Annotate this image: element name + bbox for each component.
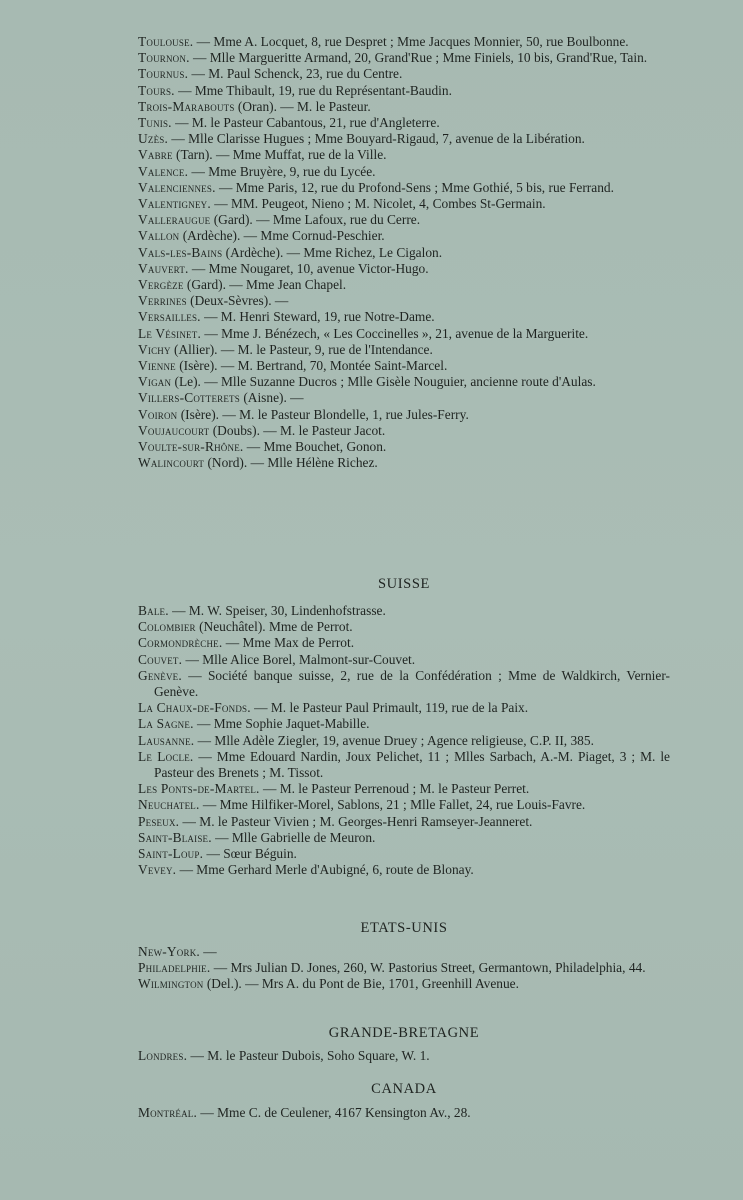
entry-contact: — Mme Thibault, 19, rue du Représentant-Baudin. — [174, 82, 452, 98]
entry-place-name: Vabre — [138, 147, 173, 163]
entry-contact: — Mme Max de Perrot. — [222, 635, 355, 651]
entry-contact: — Mme J. Bénézech, « Les Coccinelles », 21, avenue de la Marguerite. — [201, 325, 589, 341]
entry-contact: — Sœur Béguin. — [203, 846, 297, 862]
entry-place-name: Verrines — [138, 293, 187, 309]
entry-contact: (Tarn). — Mme Muffat, rue de la Ville. — [172, 147, 387, 163]
entry-place-name: Les Ponts-de-Martel. — [138, 781, 260, 797]
directory-entry — [138, 944, 670, 960]
entry-place-name: Versailles. — [138, 309, 201, 325]
entry-place-name: Londres. — [138, 1048, 188, 1063]
entry-place-name: Couvet. — [138, 651, 183, 667]
directory-entry — [138, 960, 670, 976]
directory-entry — [138, 50, 670, 66]
directory-entry — [138, 603, 670, 619]
entry-contact: — Mme Hilfiker-Morel, Sablons, 21 ; Mlle Fallet, 24, rue Louis-Favre. — [199, 797, 586, 813]
entry-place-name: Valleraugue — [138, 212, 211, 228]
directory-entry — [138, 797, 670, 813]
directory-entry — [138, 814, 670, 830]
entry-place-name: Peseux. — [138, 813, 180, 829]
directory-entry — [138, 309, 670, 325]
directory-entry — [138, 668, 670, 700]
entry-contact: — — [199, 944, 217, 959]
entry-contact: — Mme Paris, 12, rue du Profond-Sens ; Mme Gothié, 5 bis, rue Ferrand. — [215, 179, 614, 195]
directory-entry — [138, 196, 670, 212]
entry-contact: (Gard). — Mme Jean Chapel. — [183, 277, 347, 293]
entry-contact: — Mme Edouard Nardin, Joux Pelichet, 11 ; Mlles Sarbach, A.-M. Piaget, 3 ; M. le Pasteur des Brenets ; M. Tissot. — [154, 748, 670, 781]
entry-contact: (Deux-Sèvres). — — [186, 293, 289, 309]
entry-contact: — Mme Bruyère, 9, rue du Lycée. — [188, 163, 376, 179]
entry-place-name: Le Vésinet. — [138, 325, 201, 341]
entry-place-name: Trois-Marabouts — [138, 98, 235, 114]
entry-place-name: Vallon — [138, 228, 180, 244]
entry-place-name: New-York. — [138, 944, 200, 959]
entry-contact: — Mme Gerhard Merle d'Aubigné, 6, route de Blonay. — [176, 862, 474, 878]
entry-place-name: Tours. — [138, 82, 175, 98]
section-heading-etats-unis: ETATS-UNIS — [360, 920, 448, 936]
directory-entry — [138, 374, 670, 390]
directory-entry — [138, 326, 670, 342]
list-etats-unis — [138, 944, 670, 993]
entry-place-name: Walincourt — [138, 455, 205, 471]
entry-place-name: Saint-Blaise. — [138, 829, 212, 845]
directory-entry — [138, 261, 670, 277]
directory-entry — [138, 115, 670, 131]
entry-place-name: Wilmington — [138, 976, 204, 992]
directory-entry — [138, 439, 670, 455]
entry-place-name: Bale. — [138, 603, 169, 618]
entry-contact: — Mlle Gabrielle de Meuron. — [211, 829, 376, 845]
entry-contact: (Le). — Mlle Suzanne Ducros ; Mlle Gisèle Nouguier, ancienne route d'Aulas. — [171, 374, 596, 390]
directory-entry — [138, 846, 670, 862]
directory-entry — [138, 716, 670, 732]
entry-contact: (Isère). — M. Bertrand, 70, Montée Saint-Marcel. — [175, 358, 448, 374]
entry-place-name: Tournon. — [138, 50, 190, 66]
entry-contact: — M. le Pasteur Cabantous, 21, rue d'Angleterre. — [171, 115, 440, 131]
entry-place-name: Montréal. — [138, 1105, 198, 1120]
directory-entry — [138, 862, 670, 878]
entry-contact: (Nord). — Mlle Hélène Richez. — [204, 455, 378, 471]
entry-place-name: Vienne — [138, 358, 176, 374]
entry-place-name: Valenciennes. — [138, 179, 216, 195]
entry-contact: (Doubs). — M. le Pasteur Jacot. — [209, 422, 386, 438]
list-suisse — [138, 603, 670, 878]
entry-contact: — M. le Pasteur Paul Primault, 119, rue de la Paix. — [250, 700, 529, 716]
directory-entry — [138, 66, 670, 82]
directory-entry — [138, 293, 670, 309]
entry-contact: — Mlle Margueritte Armand, 20, Grand'Rue ; Mme Finiels, 10 bis, Grand'Rue, Tain. — [189, 50, 648, 66]
directory-entry — [138, 83, 670, 99]
list-canada — [138, 1105, 670, 1121]
entry-contact: — Mme Nougaret, 10, avenue Victor-Hugo. — [188, 260, 429, 276]
list-france — [138, 34, 670, 471]
directory-entry — [138, 277, 670, 293]
directory-entry — [138, 733, 670, 749]
entry-contact: — Mme C. de Ceulener, 4167 Kensington Av., 28. — [197, 1105, 471, 1120]
directory-entry — [138, 652, 670, 668]
directory-entry — [138, 700, 670, 716]
directory-entry — [138, 99, 670, 115]
entry-place-name: Voulte-sur-Rhône. — [138, 439, 244, 455]
entry-place-name: Lausanne. — [138, 732, 195, 748]
entry-contact: — M. le Pasteur Vivien ; M. Georges-Henri Ramseyer-Jeanneret. — [179, 813, 533, 829]
directory-entry — [138, 423, 670, 439]
directory-entry — [138, 180, 670, 196]
directory-entry — [138, 976, 670, 992]
entry-place-name: Saint-Loup. — [138, 846, 204, 862]
section-heading-suisse: SUISSE — [378, 576, 430, 592]
entry-place-name: Vauvert. — [138, 260, 189, 276]
entry-place-name: Tunis. — [138, 115, 172, 131]
directory-entry — [138, 164, 670, 180]
directory-entry — [138, 342, 670, 358]
directory-entry — [138, 455, 670, 471]
entry-contact: (Aisne). — — [239, 390, 304, 406]
directory-entry — [138, 749, 670, 781]
entry-contact: (Ardèche). — Mme Richez, Le Cigalon. — [222, 244, 443, 260]
entry-place-name: Vevey. — [138, 862, 177, 878]
entry-place-name: Toulouse. — [138, 34, 194, 49]
directory-entry — [138, 390, 670, 406]
entry-place-name: Voujaucourt — [138, 422, 210, 438]
directory-entry — [138, 407, 670, 423]
entry-contact: — M. le Pasteur Dubois, Soho Square, W. 1. — [187, 1048, 430, 1063]
entry-place-name: Uzès. — [138, 131, 169, 147]
entry-contact: — Mlle Clarisse Hugues ; Mme Bouyard-Rigaud, 7, avenue de la Libération. — [168, 131, 585, 147]
entry-place-name: Voiron — [138, 406, 178, 422]
entry-contact: (Oran). — M. le Pasteur. — [234, 98, 371, 114]
directory-entry — [138, 781, 670, 797]
entry-place-name: La Sagne. — [138, 716, 194, 732]
entry-contact: — M. le Pasteur Perrenoud ; M. le Pasteur Perret. — [259, 781, 530, 797]
section-heading-canada: CANADA — [371, 1081, 437, 1097]
entry-place-name: Valentigney. — [138, 196, 211, 212]
directory-entry — [138, 131, 670, 147]
entry-place-name: Valence. — [138, 163, 189, 179]
entry-place-name: Neuchatel. — [138, 797, 200, 813]
entry-place-name: Vals-les-Bains — [138, 244, 223, 260]
directory-entry — [138, 635, 670, 651]
entry-contact: (Neuchâtel). Mme de Perrot. — [195, 619, 353, 635]
entry-place-name: La Chaux-de-Fonds. — [138, 700, 251, 716]
entry-place-name: Cormondrèche. — [138, 635, 223, 651]
entry-contact: — Mrs Julian D. Jones, 260, W. Pastorius Street, Germantown, Philadelphia, 44. — [210, 960, 646, 976]
entry-contact: (Allier). — M. le Pasteur, 9, rue de l'Intendance. — [170, 341, 433, 357]
entry-contact: — Société banque suisse, 2, rue de la Confédération ; Mme de Waldkirch, Vernier-Genève. — [154, 667, 670, 700]
entry-contact: — Mme A. Locquet, 8, rue Despret ; Mme Jacques Monnier, 50, rue Boulbonne. — [193, 34, 629, 49]
entry-place-name: Colombier — [138, 619, 196, 635]
directory-entry — [138, 147, 670, 163]
directory-entry — [138, 245, 670, 261]
entry-place-name: Vigan — [138, 374, 172, 390]
entry-place-name: Philadelphie. — [138, 960, 211, 976]
directory-entry — [138, 1048, 670, 1064]
directory-entry — [138, 1105, 670, 1121]
entry-contact: — Mlle Alice Borel, Malmont-sur-Couvet. — [182, 651, 416, 667]
entry-contact: (Del.). — Mrs A. du Pont de Bie, 1701, Greenhill Avenue. — [203, 976, 519, 992]
entry-contact: — M. W. Speiser, 30, Lindenhofstrasse. — [168, 603, 386, 618]
directory-entry — [138, 34, 670, 50]
entry-place-name: Vergèze — [138, 277, 184, 293]
entry-contact: — Mlle Adèle Ziegler, 19, avenue Druey ; Agence religieuse, C.P. II, 385. — [194, 732, 594, 748]
entry-place-name: Vichy — [138, 341, 171, 357]
entry-contact: — M. Paul Schenck, 23, rue du Centre. — [188, 66, 403, 82]
entry-contact: — Mme Sophie Jaquet-Mabille. — [193, 716, 370, 732]
entry-contact: — MM. Peugeot, Nieno ; M. Nicolet, 4, Combes St-Germain. — [210, 196, 546, 212]
entry-place-name: Genève. — [138, 667, 182, 683]
directory-entry — [138, 830, 670, 846]
directory-entry — [138, 212, 670, 228]
entry-contact: — M. Henri Steward, 19, rue Notre-Dame. — [200, 309, 435, 325]
list-grande-bretagne — [138, 1048, 670, 1064]
entry-contact: — Mme Bouchet, Gonon. — [243, 439, 387, 455]
directory-entry — [138, 619, 670, 635]
directory-entry — [138, 358, 670, 374]
entry-contact: (Ardèche). — Mme Cornud-Peschier. — [179, 228, 385, 244]
entry-contact: (Isère). — M. le Pasteur Blondelle, 1, rue Jules-Ferry. — [177, 406, 469, 422]
entry-place-name: Le Locle. — [138, 748, 194, 764]
section-heading-grande-bretagne: GRANDE-BRETAGNE — [328, 1025, 480, 1041]
directory-entry — [138, 228, 670, 244]
entry-place-name: Villers-Cotterets — [138, 390, 240, 406]
entry-place-name: Tournus. — [138, 66, 189, 82]
entry-contact: (Gard). — Mme Lafoux, rue du Cerre. — [210, 212, 421, 228]
